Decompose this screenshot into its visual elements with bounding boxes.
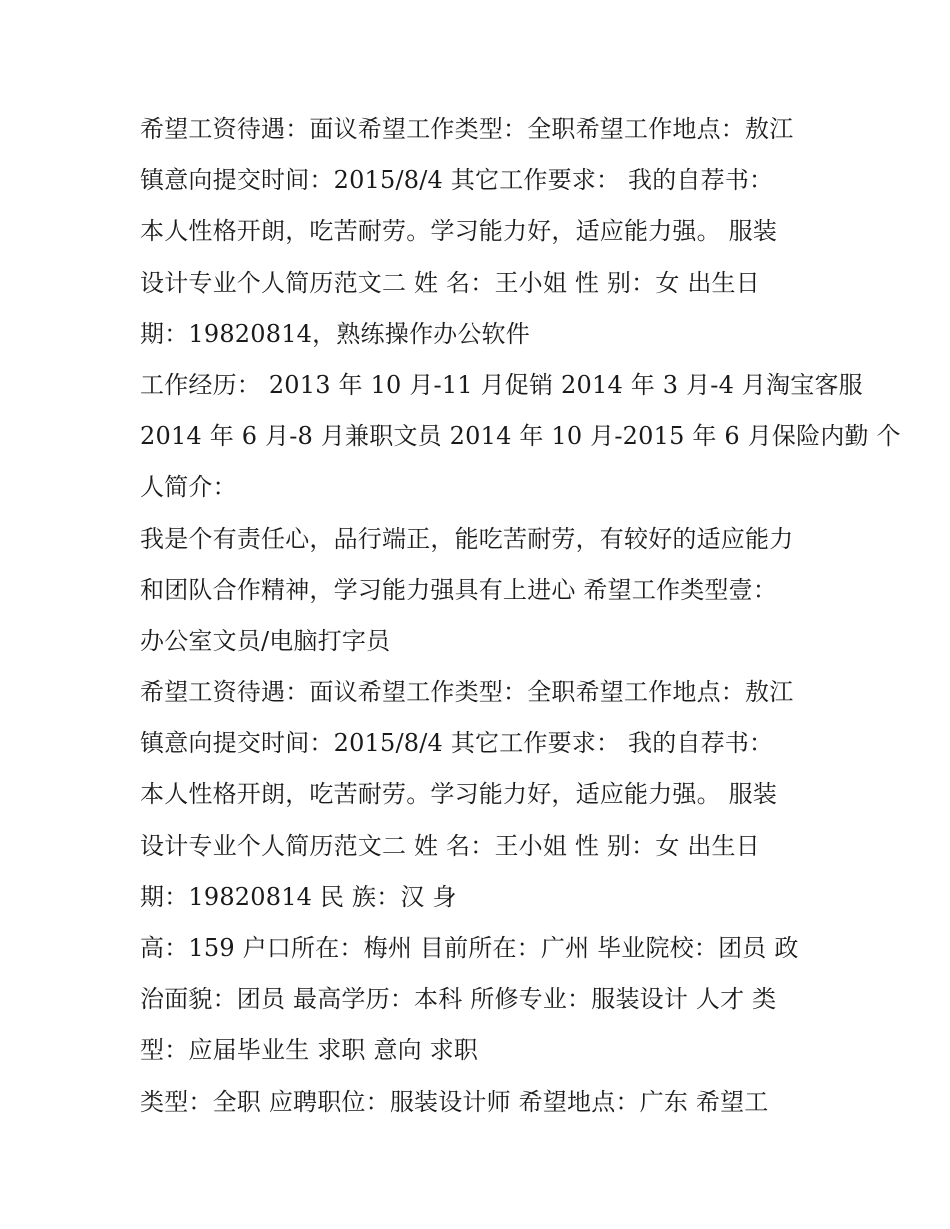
text-line: 工作经历： 2013 年 10 月-11 月促销 2014 年 3 月-4 月淘宝客服 <box>140 370 863 399</box>
text-line: 类型：全职 应聘职位：服装设计师 希望地点：广东 希望工 <box>140 1087 769 1116</box>
text-line: 镇意向提交时间：2015/8/4 其它工作要求： 我的自荐书： <box>140 729 774 758</box>
text-line: 期：19820814，熟练操作办公软件 <box>140 319 530 348</box>
text-line: 镇意向提交时间：2015/8/4 其它工作要求： 我的自荐书： <box>140 166 774 195</box>
text-line: 人简介： <box>140 473 237 502</box>
text-line: 设计专业个人简历范文二 姓 名：王小姐 性 别：女 出生日 <box>140 268 760 297</box>
document-body <box>140 104 901 1128</box>
text-line: 2014 年 6 月-8 月兼职文员 2014 年 10 月-2015 年 6 月保险内勤 个 <box>140 422 901 451</box>
text-line: 希望工资待遇：面议希望工作类型：全职希望工作地点：敖江 <box>140 678 794 707</box>
text-line: 希望工资待遇：面议希望工作类型：全职希望工作地点：敖江 <box>140 115 794 143</box>
text-line: 治面貌：团员 最高学历：本科 所修专业：服装设计 人才 类 <box>140 985 777 1014</box>
text-line: 办公室文员/电脑打字员 <box>140 626 391 655</box>
text-line: 本人性格开朗，吃苦耐劳。学习能力好，适应能力强。 服装 <box>140 780 778 809</box>
text-line: 期：19820814 民 族：汉 身 <box>140 882 457 911</box>
text-line: 和团队合作精神，学习能力强具有上进心 希望工作类型壹： <box>140 575 778 604</box>
text-line: 本人性格开朗，吃苦耐劳。学习能力好，适应能力强。 服装 <box>140 217 778 246</box>
text-line: 高：159 户口所在：梅州 目前所在：广州 毕业院校：团员 政 <box>140 934 799 962</box>
text-line: 我是个有责任心，品行端正，能吃苦耐劳，有较好的适应能力 <box>140 524 794 553</box>
text-line: 型：应届毕业生 求职 意向 求职 <box>140 1036 479 1065</box>
text-line: 设计专业个人简历范文二 姓 名：王小姐 性 别：女 出生日 <box>140 831 760 860</box>
